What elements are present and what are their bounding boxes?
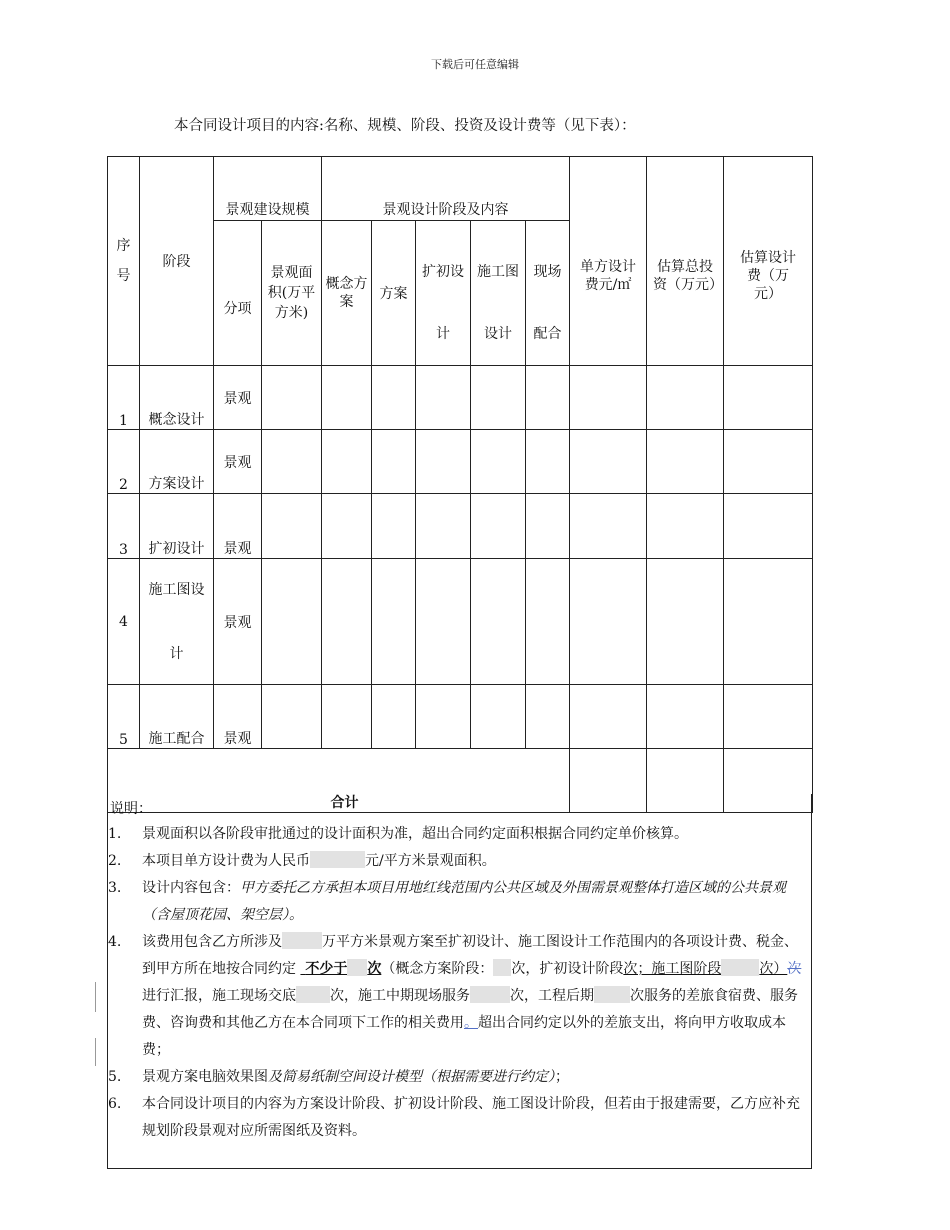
- header-note: 下载后可任意编辑: [431, 58, 519, 71]
- blank-field[interactable]: [470, 986, 510, 1003]
- note-6: 6. 本合同设计项目的内容为方案设计阶段、扩初设计阶段、施工图设计阶段，但若由于报建需要，乙方应补充规划阶段景观对应所需图纸及资料。: [108, 1096, 800, 1139]
- revision-mark: [95, 982, 96, 1012]
- table-row: 5 施工配合 景观: [108, 685, 813, 749]
- note-2: 2. 本项目单方设计费为人民币 元/平方米景观面积。: [108, 853, 496, 869]
- blank-field[interactable]: [347, 959, 367, 976]
- concept-header: 概念方案: [322, 221, 372, 366]
- table-row: 4 施工图设 计 景观: [108, 559, 813, 685]
- scale-group-header: 景观建设规模: [214, 157, 322, 221]
- note-3: 3. 设计内容包含：甲方委托乙方承担本项目用地红线范围内公共区域及外围需景观整体打造区域的公共景观（含屋顶花园、架空层）。: [108, 880, 786, 923]
- prelim-header: 扩初设 计: [416, 221, 471, 366]
- area-header: 景观面积(万平方米): [262, 221, 322, 366]
- unit-fee-header: 单方设计费元/㎡: [570, 157, 647, 366]
- note-1: 1. 景观面积以各阶段审批通过的设计面积为准，超出合同约定面积根据合同约定单价核算。: [108, 826, 688, 842]
- site-header: 现场 配合: [526, 221, 570, 366]
- blank-field[interactable]: [296, 986, 330, 1003]
- stage-header: 阶段: [140, 157, 214, 366]
- table-row: 2 方案设计 景观: [108, 430, 813, 494]
- blank-field[interactable]: [721, 959, 759, 976]
- notes-section: [107, 794, 812, 1169]
- intro-text: 本合同设计项目的内容:名称、规模、阶段、投资及设计费等（见下表）：: [174, 118, 636, 134]
- est-invest-header: 估算总投资（万元）: [647, 157, 724, 366]
- blank-field[interactable]: [594, 986, 630, 1003]
- table-row: 3 扩初设计 景观: [108, 494, 813, 559]
- blank-field[interactable]: [493, 959, 511, 976]
- note-4: 4. 该费用包含乙方所涉及 万平方米景观方案至扩初设计、施工图设计工作范围内的各项设计费、税金、到甲方所在地按合同约定 不少于 次（概念方案阶段： 次，扩初设计阶段次；施工图阶段 次）次进行汇报，施工现场交底 次，施工中期现场服务 次，工程后期 次服务的差旅食宿费、服务费、咨询费和其他乙方在本合同项下工作的相关费用。超出合同约定以外的差旅支出，将向甲方收取成本费；: [108, 934, 802, 1058]
- blank-field[interactable]: [282, 932, 322, 949]
- notes-title: 说明：: [110, 801, 152, 817]
- stage-group-header: 景观设计阶段及内容: [322, 157, 570, 221]
- est-fee-header: 估算设计费（万元）: [724, 157, 813, 366]
- blank-field[interactable]: [310, 851, 365, 868]
- construction-header: 施工图 设计: [471, 221, 526, 366]
- revision-mark: [95, 1038, 96, 1066]
- total-label: 合计: [108, 749, 570, 813]
- sub-item-header: 分项: [214, 221, 262, 366]
- design-fee-table: [107, 156, 813, 813]
- note-5: 5. 景观方案电脑效果图及简易纸制空间设计模型（根据需要进行约定）；: [108, 1069, 569, 1085]
- table-row: 1 概念设计 景观: [108, 366, 813, 430]
- seq-header: 序 号: [108, 157, 140, 366]
- scheme-header: 方案: [372, 221, 416, 366]
